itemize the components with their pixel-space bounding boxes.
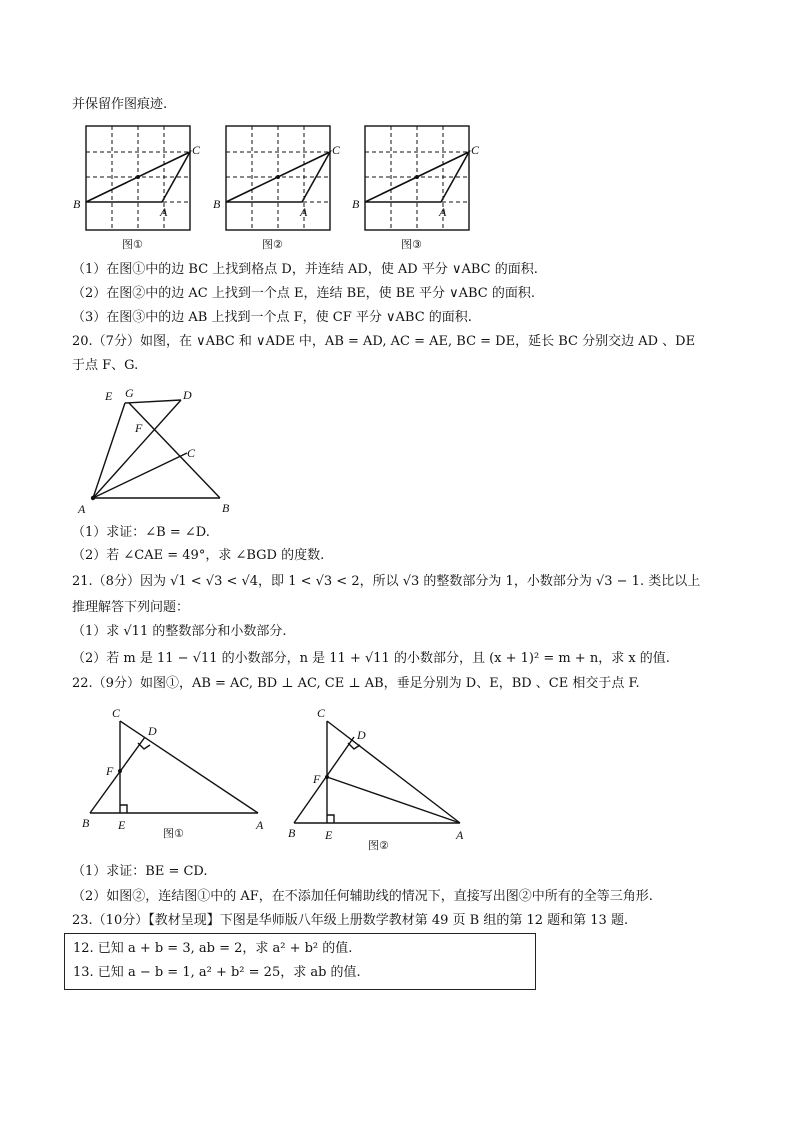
q21-part1: （1）求 √11 的整数部分和小数部分.	[72, 624, 287, 639]
svg-text:图②: 图②	[368, 839, 389, 852]
svg-text:图②: 图②	[262, 238, 283, 251]
q21-part2: （2）若 m 是 11 − √11 的小数部分，n 是 11 + √11 的小数部分，且 (x + 1)² = m + n，求 x 的值.	[72, 651, 670, 666]
svg-text:A: A	[256, 818, 264, 832]
q22-part1: （1）求证：BE = CD.	[72, 864, 208, 879]
svg-text:图③: 图③	[401, 238, 422, 251]
svg-text:C: C	[332, 143, 341, 157]
svg-text:B: B	[288, 826, 296, 840]
triangle-figure-q22-2	[282, 703, 472, 853]
svg-text:E: E	[325, 828, 333, 842]
svg-text:B: B	[222, 501, 230, 515]
svg-text:A: A	[160, 205, 168, 219]
triangle-figure-q22-1	[78, 703, 268, 843]
svg-text:D: D	[148, 724, 157, 738]
q23-stem: 23.（10分）【教材呈现】下图是华师版八年级上册数学教材第 49 页 B 组的第 12 题和第 13 题.	[72, 913, 629, 928]
svg-text:F: F	[313, 772, 321, 786]
intro-text: 并保留作图痕迹.	[72, 97, 168, 112]
grid-figure-3	[349, 122, 480, 254]
svg-text:C: C	[112, 706, 121, 720]
grid-figure-2	[210, 122, 341, 254]
svg-text:C: C	[192, 143, 201, 157]
svg-text:A: A	[300, 205, 308, 219]
textbook-problem-13: 13. 已知 a − b = 1, a² + b² = 25，求 ab 的值.	[73, 965, 361, 980]
grid-figure-1	[70, 122, 201, 254]
svg-text:图①: 图①	[163, 827, 184, 840]
q21-stem: 21.（8分）因为 √1 < √3 < √4，即 1 < √3 < 2，所以 √3 的整数部分为 1，小数部分为 √3 − 1. 类比以上	[72, 574, 701, 589]
svg-text:B: B	[213, 197, 221, 211]
triangle-figure-q20	[75, 385, 245, 520]
svg-text:B: B	[352, 197, 360, 211]
q20-part2: （2）若 ∠CAE = 49°，求 ∠BGD 的度数.	[72, 548, 325, 563]
svg-text:F: F	[106, 764, 114, 778]
textbook-problems-box	[64, 933, 536, 990]
svg-text:B: B	[82, 816, 90, 830]
textbook-problem-12: 12. 已知 a + b = 3, ab = 2，求 a² + b² 的值.	[73, 941, 353, 956]
q19-part3: （3）在图③中的边 AB 上找到一个点 F，使 CF 平分 ∨ABC 的面积.	[72, 310, 472, 325]
q20-stem: 20.（7分）如图，在 ∨ABC 和 ∨ADE 中，AB = AD, AC = AE, BC = DE，延长 BC 分别交边 AD 、DE	[72, 334, 696, 349]
q22-stem: 22.（9分）如图①，AB = AC, BD ⊥ AC, CE ⊥ AB，垂足分别为 D、E，BD 、CE 相交于点 F.	[72, 676, 640, 691]
q19-part1: （1）在图①中的边 BC 上找到格点 D，并连结 AD，使 AD 平分 ∨ABC 的面积.	[72, 262, 538, 277]
svg-text:A: A	[456, 828, 464, 842]
svg-text:B: B	[73, 197, 81, 211]
q22-part2: （2）如图②，连结图①中的 AF，在不添加任何辅助线的情况下，直接写出图②中所有的全等三角形.	[72, 889, 653, 904]
svg-text:A: A	[78, 502, 86, 516]
q20-stem-cont: 于点 F、G.	[72, 358, 139, 373]
svg-text:C: C	[187, 446, 196, 460]
svg-text:E: E	[118, 818, 126, 832]
svg-text:E: E	[105, 389, 113, 403]
svg-text:C: C	[471, 143, 480, 157]
svg-text:图①: 图①	[122, 238, 143, 251]
svg-text:G: G	[125, 386, 134, 400]
svg-text:A: A	[439, 205, 447, 219]
q19-part2: （2）在图②中的边 AC 上找到一个点 E，连结 BE，使 BE 平分 ∨ABC 的面积.	[72, 286, 536, 301]
svg-text:D: D	[357, 728, 366, 742]
svg-text:D: D	[183, 388, 192, 402]
svg-text:F: F	[135, 421, 143, 435]
q21-stem-cont: 推理解答下列问题：	[72, 600, 190, 615]
q20-part1: （1）求证：∠B = ∠D.	[72, 525, 210, 540]
svg-text:C: C	[317, 706, 326, 720]
